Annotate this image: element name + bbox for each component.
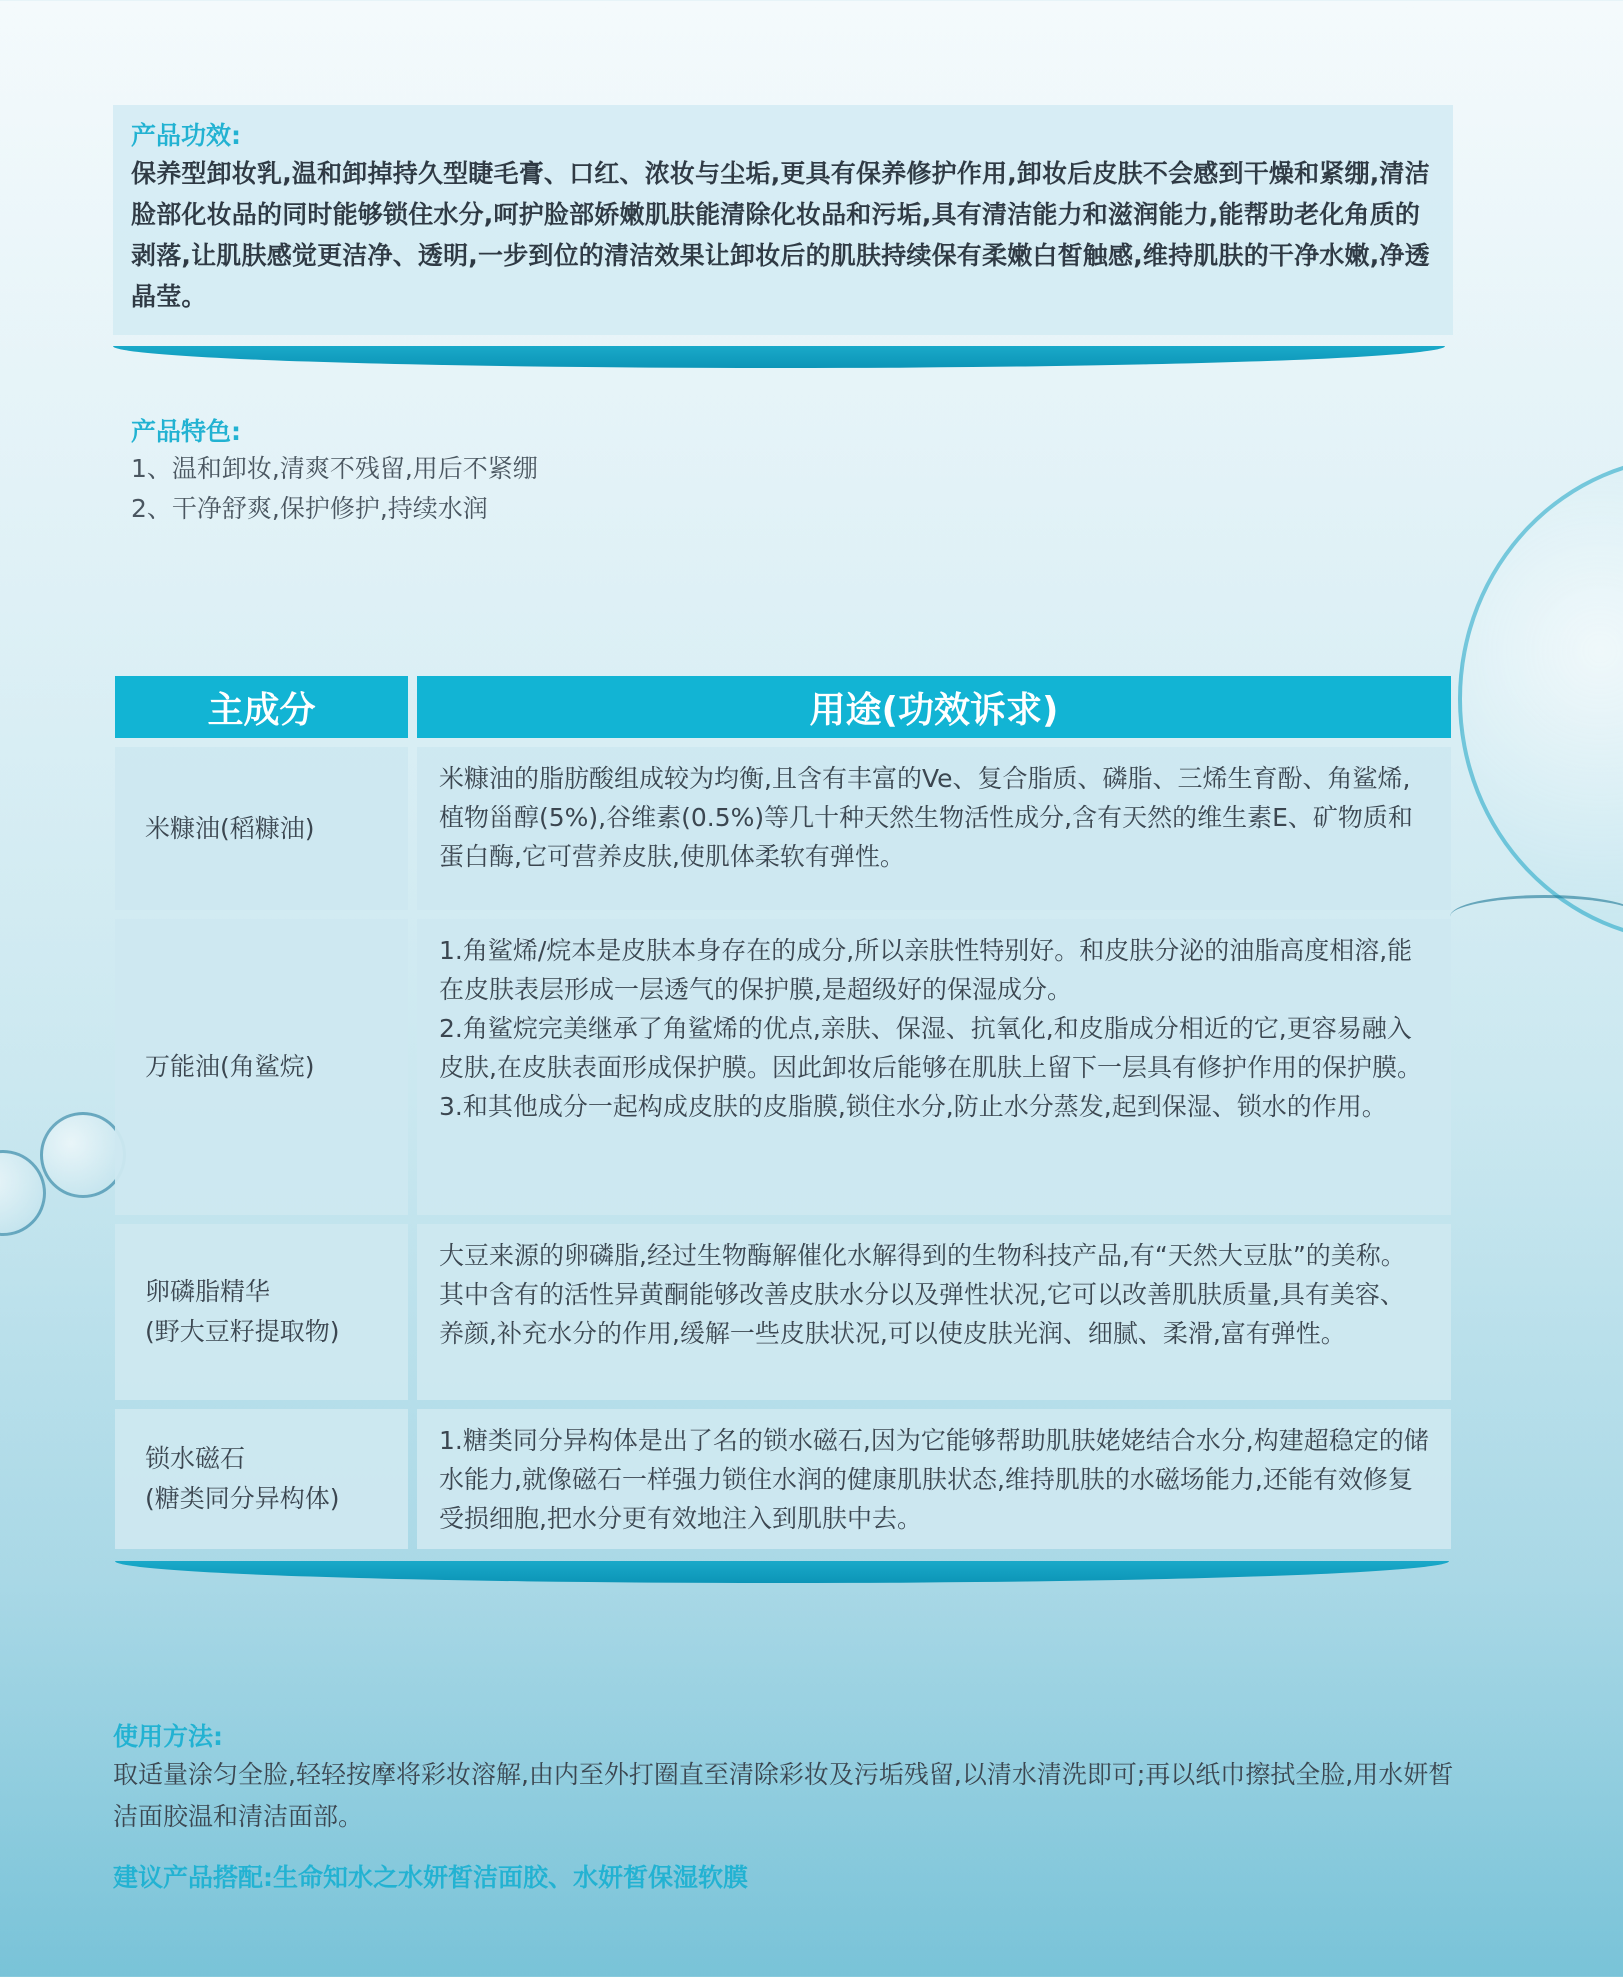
usage-line: 米糠油的脂肪酸组成较为均衡,且含有丰富的Ve、复合脂质、磷脂、三烯生育酚、角鲨烯,植物甾醇(5%),谷维素(0.5%)等几十种天然生物活性成分,含有天然的维生素E、矿物质和蛋白酶,它可营养皮肤,使肌体柔软有弹性。 [439,764,1413,871]
decorative-bubble [1458,455,1623,943]
usage-title: 使用方法: [113,1722,223,1751]
table-row [115,1409,1451,1549]
table-row [115,919,1451,1215]
ingredient-cell: 卵磷脂精华 (野大豆籽提取物) [115,1224,408,1400]
usage-cell [417,1224,1451,1400]
efficacy-text: 保养型卸妆乳,温和卸掉持久型睫毛膏、口红、浓妆与尘垢,更具有保养修护作用,卸妆后皮肤不会感到干燥和紧绷,清洁脸部化妆品的同时能够锁住水分,呵护脸部娇嫩肌肤能清除化妆品和污垢,具有清洁能力和滋润能力,能帮助老化角质的剥落,让肌肤感觉更洁净、透明,一步到位的清洁效果让卸妆后的肌肤持续保有柔嫩白皙触感,维持肌肤的干净水嫩,净透晶莹。 [131,159,1430,311]
usage-cell [417,919,1451,1215]
header-usage: 用途(功效诉求) [417,676,1451,738]
ingredient-cell: 米糠油(稻糠油) [115,747,408,910]
table-header-row [115,676,1451,738]
pairing-recommendation: 建议产品搭配:生命知水之水妍皙洁面胶、水妍皙保湿软膜 [113,1863,748,1892]
efficacy-title: 产品功效: [131,121,241,150]
feature-item: 2、干净舒爽,保护修护,持续水润 [131,494,488,523]
panel-underline-bar [113,346,1445,368]
efficacy-panel [113,105,1453,335]
decorative-bubble-small [40,1112,126,1198]
feature-item: 1、温和卸妆,清爽不残留,用后不紧绷 [131,454,538,483]
usage-text: 取适量涂匀全脸,轻轻按摩将彩妆溶解,由内至外打圈直至清除彩妆及污垢残留,以清水清洗即可;再以纸巾擦拭全脸,用水妍皙洁面胶温和清洁面部。 [113,1760,1454,1831]
usage-line: 2.角鲨烷完美继承了角鲨烯的优点,亲肤、保湿、抗氧化,和皮脂成分相近的它,更容易融入皮肤,在皮肤表面形成保护膜。因此卸妆后能够在肌肤上留下一层具有修护作用的保护膜。 [439,1014,1422,1082]
usage-line: 3.和其他成分一起构成皮肤的皮脂膜,锁住水分,防止水分蒸发,起到保湿、锁水的作用。 [439,1092,1387,1121]
header-ingredient: 主成分 [115,676,408,738]
ingredient-cell: 万能油(角鲨烷) [115,919,408,1215]
usage-cell [417,1409,1451,1549]
ingredient-table [115,676,1451,1549]
ingredient-cell: 锁水磁石 (糖类同分异构体) [115,1409,408,1549]
table-row [115,1224,1451,1400]
usage-line: 1.角鲨烯/烷本是皮肤本身存在的成分,所以亲肤性特别好。和皮肤分泌的油脂高度相溶,能在皮肤表层形成一层透气的保护膜,是超级好的保湿成分。 [439,936,1413,1004]
table-row [115,747,1451,910]
usage-cell [417,747,1451,910]
features-title: 产品特色: [131,417,241,446]
table-underline-bar [115,1561,1449,1583]
usage-line: 大豆来源的卵磷脂,经过生物酶解催化水解得到的生物科技产品,有“天然大豆肽”的美称。其中含有的活性异黄酮能够改善皮肤水分以及弹性状况,它可以改善肌肤质量,具有美容、养颜,补充水分的作用,缓解一些皮肤状况,可以使皮肤光润、细腻、柔滑,富有弹性。 [439,1241,1406,1348]
features-section [131,415,1031,529]
decorative-bubble-edge [1450,895,1623,938]
usage-line: 1.糖类同分异构体是出了名的锁水磁石,因为它能够帮助肌肤姥姥结合水分,构建超稳定的储水能力,就像磁石一样强力锁住水润的健康肌肤状态,维持肌肤的水磁场能力,还能有效修复受损细胞,把水分更有效地注入到肌肤中去。 [439,1426,1429,1533]
decorative-bubble-small [0,1150,46,1236]
usage-section [113,1720,1473,1894]
